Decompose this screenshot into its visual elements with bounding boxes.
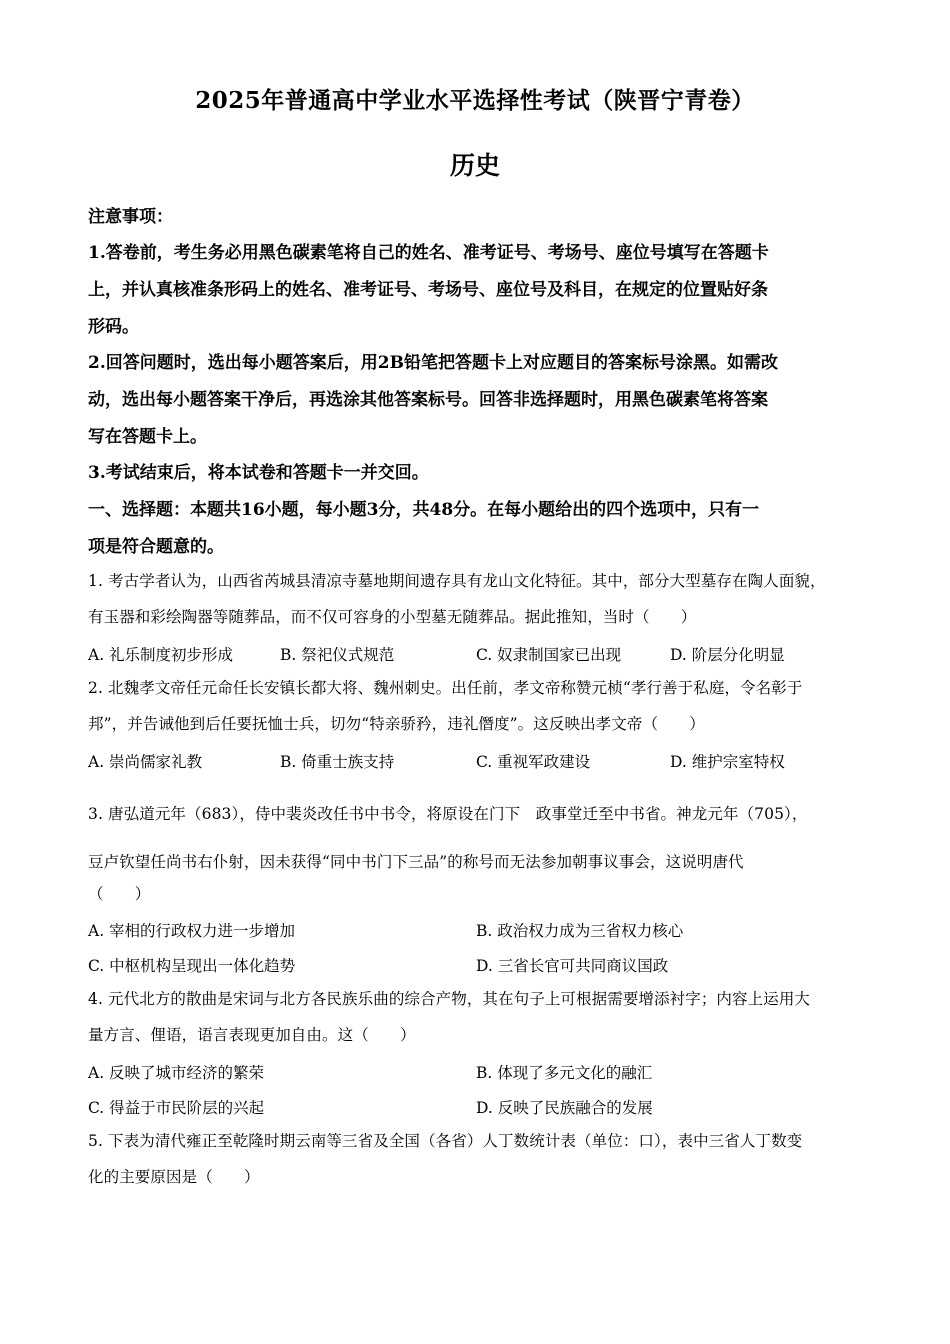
option-b[interactable]: B. 政治权力成为三省权力核心 [476, 922, 684, 940]
question-line: 量方言、俚语，语言表现更加自由。这（ ） [88, 1026, 416, 1044]
notice-item-2 [88, 345, 888, 456]
option-a[interactable]: A. 反映了城市经济的繁荣 [88, 1064, 265, 1082]
question-line: 豆卢钦望任尚书右仆射，因未获得“同中书门下三品”的称号而无法参加朝事议事会，这说明唐代 [88, 853, 744, 871]
notice-item-3: 3.考试结束后，将本试卷和答题卡一并交回。 [88, 463, 429, 483]
notice-item-1 [88, 235, 888, 346]
question-2-options [88, 750, 878, 780]
option-c[interactable]: C. 中枢机构呈现出一体化趋势 [88, 957, 296, 975]
option-d[interactable]: D. 阶层分化明显 [670, 646, 785, 664]
question-line: 邦”，并告诫他到后任要抚恤士兵，切勿“特亲骄矜，违礼僭度”。这反映出孝文帝（ ） [88, 715, 705, 733]
question-4-options-row-1 [88, 1061, 878, 1091]
notice-item-2-line: 写在答题卡上。 [88, 427, 207, 447]
exam-title: 2025年普通高中学业水平选择性考试（陕晋宁青卷） [195, 87, 755, 114]
section-1-heading [88, 492, 888, 566]
exam-subject: 历史 [449, 151, 500, 180]
question-2-stem [88, 670, 878, 742]
option-d[interactable]: D. 反映了民族融合的发展 [476, 1099, 653, 1117]
option-c[interactable]: C. 奴隶制国家已出现 [476, 646, 622, 664]
question-line: 3. 唐弘道元年（683），侍中裴炎改任书中书令，将原设在门下 政事堂迁至中书省。神龙元年（705）， [88, 805, 808, 823]
notice-heading: 注意事项： [88, 207, 173, 227]
question-3-stem-end: （ ） [88, 885, 151, 903]
question-1-options [88, 643, 878, 673]
question-line: 4. 元代北方的散曲是宋词与北方各民族乐曲的综合产物，其在句子上可根据需要增添衬字；内容上运用大 [88, 990, 811, 1008]
option-d[interactable]: D. 维护宗室特权 [670, 753, 785, 771]
question-4-stem [88, 981, 878, 1053]
question-line: 1. 考古学者认为，山西省芮城县清凉寺墓地期间遗存具有龙山文化特征。其中，部分大型墓存在陶人面貌， [88, 572, 826, 590]
question-3-options-row-1 [88, 919, 878, 949]
option-b[interactable]: B. 倚重士族支持 [280, 753, 395, 771]
option-a[interactable]: A. 宰相的行政权力进一步增加 [88, 922, 296, 940]
question-3-options-row-2 [88, 954, 878, 984]
question-3-stem [88, 790, 878, 886]
option-a[interactable]: A. 礼乐制度初步形成 [88, 646, 234, 664]
question-5-stem [88, 1123, 878, 1195]
section-1-heading-line: 一、选择题：本题共16小题，每小题3分，共48分。在每小题给出的四个选项中，只有一 [88, 500, 760, 520]
question-line: 有玉器和彩绘陶器等随葬品，而不仅可容身的小型墓无随葬品。据此推知，当时（ ） [88, 608, 697, 626]
question-line: 5. 下表为清代雍正至乾隆时期云南等三省及全国（各省）人丁数统计表（单位：口），表中三省人丁数变 [88, 1132, 803, 1150]
question-line: 化的主要原因是（ ） [88, 1168, 260, 1186]
notice-item-1-line: 上，并认真核准条形码上的姓名、准考证号、考场号、座位号及科目，在规定的位置贴好条 [88, 280, 768, 300]
option-c[interactable]: C. 得益于市民阶层的兴起 [88, 1099, 265, 1117]
option-b[interactable]: B. 祭祀仪式规范 [280, 646, 395, 664]
option-d[interactable]: D. 三省长官可共同商议国政 [476, 957, 669, 975]
question-4-options-row-2 [88, 1096, 878, 1126]
question-line: 2. 北魏孝文帝任元命任长安镇长都大将、魏州刺史。出任前，孝文帝称赞元桢“孝行善于私庭，令名彰于 [88, 679, 803, 697]
notice-item-1-line: 形码。 [88, 317, 139, 337]
option-c[interactable]: C. 重视军政建设 [476, 753, 591, 771]
notice-item-2-line: 2.回答问题时，选出每小题答案后，用2B铅笔把答题卡上对应题目的答案标号涂黑。如需改 [88, 353, 778, 373]
section-1-heading-line: 项是符合题意的。 [88, 537, 224, 557]
question-1-stem [88, 563, 878, 635]
notice-item-1-line: 1.答卷前，考生务必用黑色碳素笔将自己的姓名、准考证号、考场号、座位号填写在答题卡 [88, 243, 769, 263]
option-a[interactable]: A. 崇尚儒家礼教 [88, 753, 203, 771]
notice-item-2-line: 动，选出每小题答案干净后，再选涂其他答案标号。回答非选择题时，用黑色碳素笔将答案 [88, 390, 768, 410]
option-b[interactable]: B. 体现了多元文化的融汇 [476, 1064, 653, 1082]
